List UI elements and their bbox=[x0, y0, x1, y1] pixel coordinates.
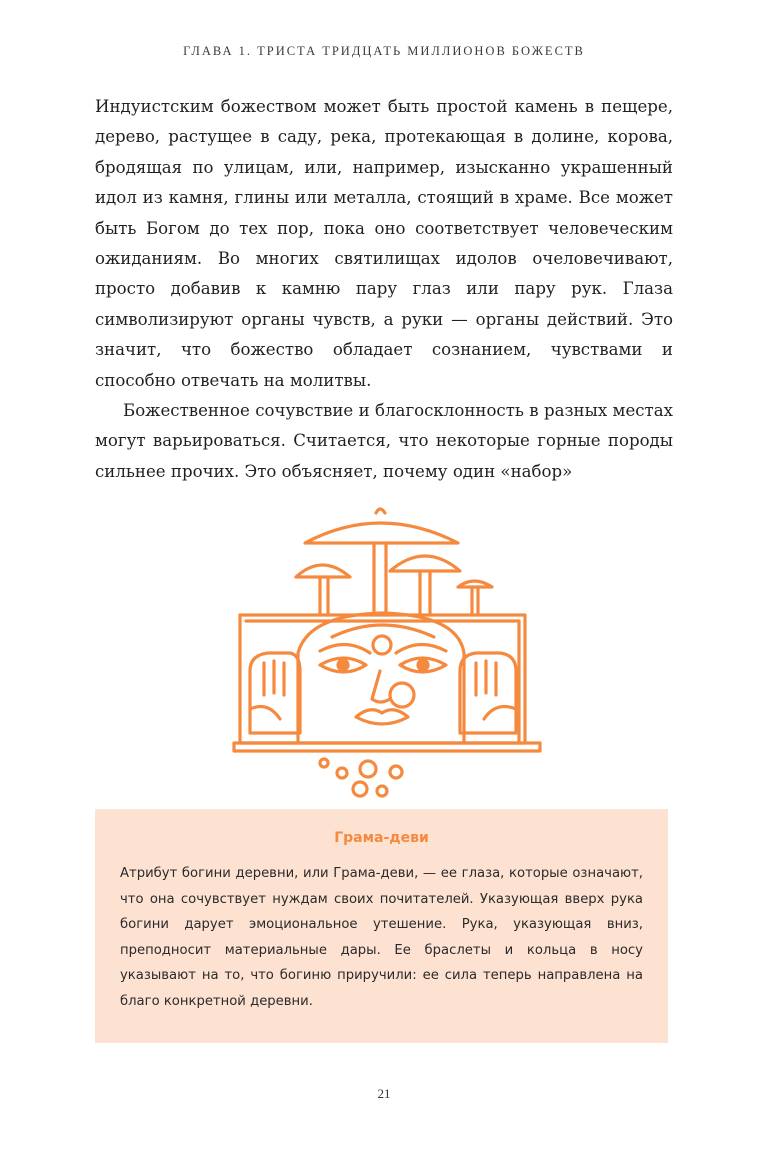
right-umbrella-pole bbox=[420, 571, 430, 615]
grama-devi-illustration bbox=[220, 495, 550, 810]
left-pupil bbox=[338, 660, 348, 670]
pebble bbox=[353, 782, 367, 796]
right-hand bbox=[460, 653, 516, 733]
bindi bbox=[373, 636, 391, 654]
pebble bbox=[377, 786, 387, 796]
right-hand-thumb bbox=[484, 707, 516, 719]
main-text bbox=[95, 92, 673, 487]
pebble bbox=[337, 768, 347, 778]
pebble bbox=[390, 766, 402, 778]
tiny-umbrella-canopy bbox=[458, 581, 492, 587]
right-pupil bbox=[418, 660, 428, 670]
paragraph-2: Божественное сочувствие и благосклонность в разных местах могут варьироваться. Считается, что некоторые горные породы сильнее прочих. Это объясняет, почему один «набор» bbox=[95, 401, 673, 481]
left-umbrella-pole bbox=[320, 577, 328, 615]
left-hand-fingers bbox=[264, 661, 284, 695]
page-number: 21 bbox=[377, 1086, 391, 1101]
nose-ring bbox=[390, 683, 414, 707]
sidebar-text bbox=[120, 861, 643, 1014]
sidebar-paragraph: Атрибут богини деревни, или Грама-деви, — ее глаза, которые означают, что она сочувствует нуждам своих почитателей. Указующая вверх рука богини дарует эмоциональное утешение. Рука, указующая вниз, преподносит материальные дары. Ее браслеты и кольца в носу указывают на то, что богиню приручили: ее сила теперь направлена на благо конкретной деревни. bbox=[120, 866, 643, 1009]
top-umbrella-pole bbox=[374, 543, 386, 613]
lips bbox=[356, 710, 408, 724]
right-umbrella-canopy bbox=[390, 556, 460, 571]
right-brow bbox=[396, 644, 446, 653]
top-umbrella-knob bbox=[376, 509, 385, 513]
left-brow bbox=[320, 644, 370, 653]
pebble bbox=[320, 759, 328, 767]
top-umbrella-canopy bbox=[305, 523, 458, 543]
paragraph-1: Индуистским божеством может быть простой камень в пещере, дерево, растущее в саду, река, протекающая в долине, корова, бродящая по улицам, или, например, изысканно украшенный идол из камня, глины или металла, стоящий в храме. Все может быть Богом до тех пор, пока оно соответствует человеческим ожиданиям. Во многих святилищах идолов очеловечивают, просто добавив к камню пару глаз или пару рук. Глаза символизируют органы чувств, а руки — органы действий. Это значит, что божество обладает сознанием, чувствами и способно отвечать на молитвы. bbox=[95, 97, 673, 390]
left-hand-thumb bbox=[250, 707, 280, 719]
pebble bbox=[360, 761, 376, 777]
sidebar-box bbox=[95, 809, 668, 1043]
nose bbox=[372, 671, 390, 702]
sidebar-title: Грама-деви bbox=[334, 830, 429, 846]
running-header: ГЛАВА 1. ТРИСТА ТРИДЦАТЬ МИЛЛИОНОВ БОЖЕСТВ bbox=[183, 44, 585, 58]
left-umbrella-canopy bbox=[296, 565, 350, 577]
shrine-base bbox=[234, 743, 540, 751]
tiny-umbrella-pole bbox=[472, 587, 478, 615]
right-hand-fingers bbox=[476, 661, 496, 695]
